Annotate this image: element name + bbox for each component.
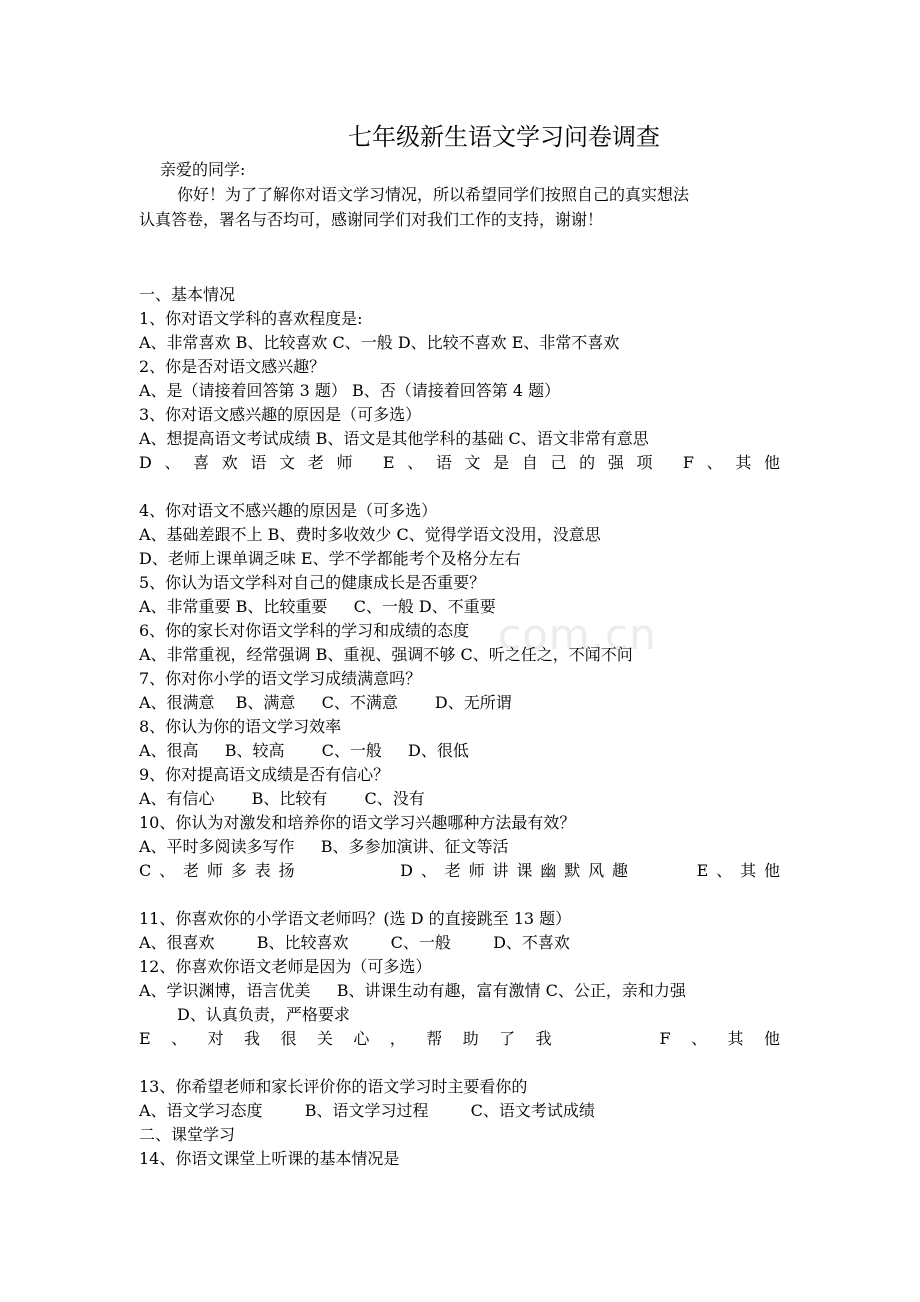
- text-line: 认真答卷，署名与否均可，感谢同学们对我们工作的支持，谢谢！: [139, 210, 604, 229]
- text-line: 14、你语文课堂上听课的基本情况是: [139, 1149, 400, 1168]
- text-line: 13、你希望老师和家长评价你的语文学习时主要看你的: [139, 1077, 528, 1096]
- text-line: A、非常重视，经常强调 B、重视、强调不够 C、听之任之，不闻不问: [139, 645, 633, 664]
- text-line: 4、你对语文不感兴趣的原因是（可多选）: [139, 501, 438, 520]
- text-line: 12、你喜欢你语文老师是因为（可多选）: [139, 957, 432, 976]
- text-line: 6、你的家长对你语文学科的学习和成绩的态度: [139, 621, 470, 640]
- text-line: A、是（请接着回答第 3 题） B、否（请接着回答第 4 题）: [139, 381, 561, 400]
- text-line: A、非常喜欢 B、比较喜欢 C、一般 D、比较不喜欢 E、非常不喜欢: [139, 333, 620, 352]
- text-line: 一、基本情况: [139, 285, 236, 304]
- text-line: 3、你对语文感兴趣的原因是（可多选）: [139, 405, 422, 424]
- text-line: D、喜欢语文老师 E、语文是自己的强项 F、其他: [139, 453, 780, 472]
- text-line: E、对我很关心，帮助了我 F、其他: [139, 1029, 780, 1048]
- text-line: A、想提高语文考试成绩 B、语文是其他学科的基础 C、语文非常有意思: [139, 429, 649, 448]
- text-line: 亲爱的同学:: [160, 160, 246, 179]
- text-line: 二、课堂学习: [139, 1125, 236, 1144]
- text-line: A、很喜欢 B、比较喜欢 C、一般 D、不喜欢: [139, 933, 570, 952]
- text-line: D、认真负责，严格要求: [177, 1005, 350, 1024]
- text-line: A、很满意 B、满意 C、不满意 D、无所谓: [139, 693, 512, 712]
- text-line: A、非常重要 B、比较重要 C、一般 D、不重要: [139, 597, 496, 616]
- text-line: 9、你对提高语文成绩是否有信心？: [139, 765, 390, 784]
- text-line: C、老师多表扬 D、老师讲课幽默风趣 E、其他: [139, 861, 780, 880]
- text-line: 5、你认为语文学科对自己的健康成长是否重要？: [139, 573, 486, 592]
- page-title: 七年级新生语文学习问卷调查: [348, 123, 660, 151]
- text-line: A、语文学习态度 B、语文学习过程 C、语文考试成绩: [139, 1101, 595, 1120]
- text-line: A、平时多阅读多写作 B、多参加演讲、征文等活: [139, 837, 509, 856]
- text-line: A、基础差跟不上 B、费时多收效少 C、觉得学语文没用，没意思: [139, 525, 601, 544]
- text-line: A、有信心 B、比较有 C、没有: [139, 789, 425, 808]
- text-line: A、学识渊博，语言优美 B、讲课生动有趣，富有激情 C、公正，亲和力强: [139, 981, 686, 1000]
- text-line: 你好！为了了解你对语文学习情况，所以希望同学们按照自己的真实想法: [177, 185, 690, 204]
- text-line: 8、你认为你的语文学习效率: [139, 717, 342, 736]
- text-line: D、老师上课单调乏味 E、学不学都能考个及格分左右: [139, 549, 521, 568]
- text-line: 10、你认为对激发和培养你的语文学习兴趣哪种方法最有效？: [139, 813, 576, 832]
- watermark: com.cn: [498, 610, 657, 659]
- text-line: A、很高 B、较高 C、一般 D、很低: [139, 741, 469, 760]
- text-line: 2、你是否对语文感兴趣？: [139, 357, 326, 376]
- text-line: 11、你喜欢你的小学语文老师吗？(选 D 的直接跳至 13 题）: [139, 909, 572, 928]
- text-line: 7、你对你小学的语文学习成绩满意吗？: [139, 669, 422, 688]
- text-line: 1、你对语文学科的喜欢程度是:: [139, 309, 363, 328]
